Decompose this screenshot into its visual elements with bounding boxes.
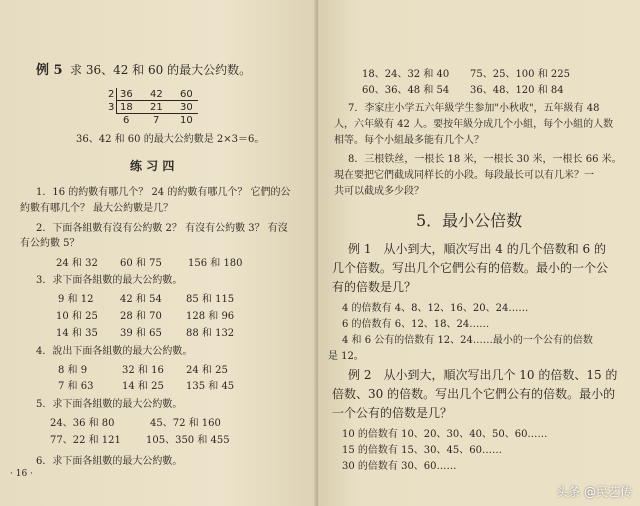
exercise-title: 练 习 四 [130, 159, 175, 173]
q4-item: 24 和 25 [186, 365, 228, 376]
continued-item: 18、24、32 和 40 [362, 69, 450, 80]
continued-item: 75、25、100 和 225 [470, 69, 570, 80]
q7-line2: 人，六年級有 42 人。要按年級分成几个小組，每个小組的人数 [334, 119, 614, 130]
example2-answer: 30 的倍数有 30、60…… [342, 461, 457, 472]
division-rule [116, 113, 198, 114]
q3-item: 14 和 35 [56, 328, 98, 339]
q3-item: 128 和 96 [186, 311, 235, 322]
continued-item: 60、36、48 和 54 [362, 85, 450, 96]
division-bracket [116, 88, 117, 114]
division-divisor-1: 2 [108, 89, 115, 100]
example2-answer: 15 的倍数有 15、30、45、60…… [342, 445, 502, 456]
division-divisor-2: 3 [108, 102, 115, 113]
q2-item: 24 和 32 [56, 258, 98, 269]
q5-item: 77、22 和 121 [50, 435, 121, 446]
q8-line2: 現在要把它們截成同样长的小段。每段最长可以有几米？一 [334, 170, 594, 181]
q3-item: 9 和 12 [58, 294, 94, 305]
q7-line3: 相等。每个小組最多能有几个人？ [334, 135, 484, 146]
division-cell: 30 [180, 102, 193, 113]
example2-line3: 一个公有的倍数是几？ [332, 406, 453, 420]
q4-item: 14 和 25 [122, 381, 164, 392]
division-cell: 6 [123, 115, 130, 126]
example1-answer: 6 的倍数有 6、12、18、24…… [342, 319, 490, 330]
q4-item: 32 和 16 [122, 365, 164, 376]
q3-item: 42 和 54 [120, 294, 162, 305]
q1-line1: 1．16 的約數有哪几个？ 24 的約數有哪几个？ 它們的公 [36, 187, 291, 198]
q3-item: 28 和 70 [120, 311, 162, 322]
example1-line2: 几个倍数。写出几个它們公有的倍数。最小的一个公 [332, 261, 609, 275]
q3-item: 85 和 115 [186, 294, 235, 305]
example1-line1: 例 1 从小到大，順次写出 4 的几个倍数和 6 的 [348, 242, 606, 256]
example1-answer: 4 的倍数有 4、8、12、16、20、24…… [342, 303, 529, 314]
q5-item: 45、72 和 160 [150, 418, 221, 429]
q7-line1: 7．李家庄小学五六年級学生参加"小秋收"，五年級有 48 [348, 103, 600, 114]
right-page [318, 0, 640, 506]
continued-item: 36、48、120 和 84 [470, 85, 564, 96]
division-cell: 21 [150, 102, 163, 113]
section-title: 5．最小公倍数 [416, 211, 523, 230]
q4-item: 8 和 9 [58, 365, 88, 376]
division-cell: 60 [180, 89, 193, 100]
division-result: 36、42 和 60 的最大公約數是 2×3＝6。 [76, 134, 265, 145]
q3-title: 3．求下面各組數的最大公約數。 [36, 275, 183, 286]
q2-item: 60 和 75 [120, 258, 162, 269]
q3-item: 39 和 65 [120, 328, 162, 339]
division-cell: 36 [120, 89, 133, 100]
example2-line1: 例 2 从小到大，順次写出几个 10 的倍数、15 的 [348, 368, 618, 382]
left-page [0, 0, 318, 506]
q3-item: 88 和 132 [186, 328, 235, 339]
q2-item: 156 和 180 [188, 258, 243, 269]
example1-answer: 4 和 6 公有的倍数有 12、24……最小的一个公有的倍数 [342, 335, 593, 346]
q5-title: 5．求下面各組數的最大公約數。 [36, 399, 183, 410]
q5-item: 105、350 和 455 [146, 435, 230, 446]
q5-item: 24、36 和 80 [50, 418, 115, 429]
example5-label: 例 5 [36, 63, 63, 78]
example2-answer: 10 的倍数有 10、20、30、40、50、60…… [342, 429, 548, 440]
q1-line2: 約數有哪几个？ 最大公約數是几？ [20, 203, 174, 214]
division-cell: 7 [153, 115, 160, 126]
example2-line2: 倍数、30 的倍数。写出几个它們公有的倍数。最小的 [332, 387, 616, 401]
division-cell: 10 [180, 115, 193, 126]
q8-line1: 8．三根铁丝，一根长 18 米，一根长 30 米，一根长 66 米。 [348, 154, 622, 165]
division-rule [116, 100, 198, 101]
example5-text: 求 36、42 和 60 的最大公约数。 [70, 63, 252, 77]
division-cell: 42 [150, 89, 163, 100]
example1-line3: 有的倍数是几？ [332, 280, 417, 294]
q4-item: 135 和 45 [186, 381, 235, 392]
example1-answer: 是 12。 [328, 351, 364, 362]
page-number: · 16 · [10, 469, 33, 479]
q3-item: 10 和 25 [56, 311, 98, 322]
division-cell: 18 [120, 102, 133, 113]
watermark: 头条 @民艺传 [556, 485, 632, 499]
q8-line3: 共可以截成多少段？ [334, 186, 424, 197]
q6-title: 6．求下面各組數的最大公約數。 [36, 456, 183, 467]
q4-title: 4．說出下面各組數的最大公約數。 [36, 346, 193, 357]
q2-line2: 有公約數 5？ [20, 238, 80, 249]
q4-item: 7 和 63 [58, 381, 94, 392]
q2-line1: 2．下面各組數有沒有公約數 2？ 有沒有公約數 3？ 有沒 [36, 223, 288, 234]
